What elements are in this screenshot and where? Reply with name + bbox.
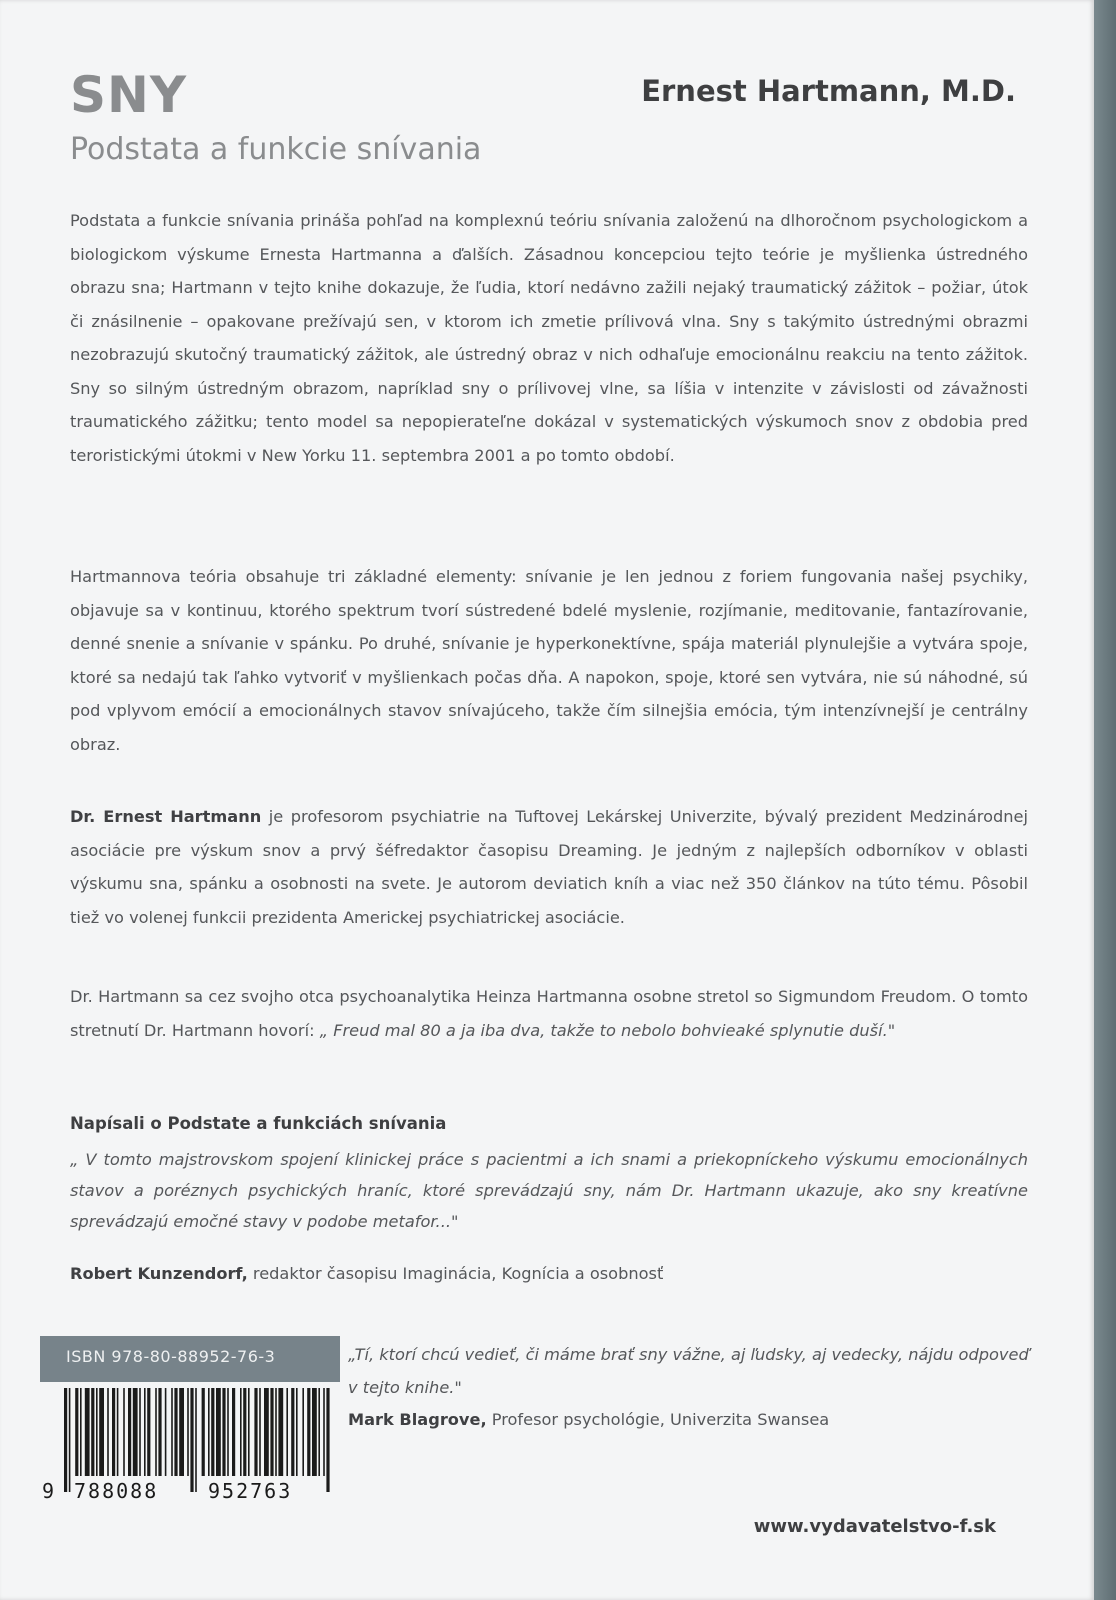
- freud-anecdote-text: Dr. Hartmann sa cez svojho otca psychoanalytika Heinza Hartmanna osobne stretol so Sigmundom Freudom. O tomto stretnutí Dr. Hartmann hovorí:: [70, 987, 1028, 1040]
- book-subtitle: Podstata a funkcie snívania: [70, 132, 482, 167]
- review-quote-2: „Tí, ktorí chcú vedieť, či máme brať sny vážne, aj ľudsky, aj vedecky, nájdu odpoveď v tejto knihe.": [348, 1345, 1029, 1397]
- review-2-role: Profesor psychológie, Univerzita Swansea: [486, 1410, 830, 1429]
- isbn-number: ISBN 978-80-88952-76-3: [66, 1347, 276, 1366]
- review-2-author: Mark Blagrove,: [348, 1410, 487, 1429]
- barcode-digit-prefix: 9: [42, 1479, 55, 1503]
- author-bio-name: Dr. Ernest Hartmann: [70, 807, 262, 826]
- review-2-attribution: [348, 1410, 829, 1429]
- barcode-digits-right: 952763: [208, 1479, 293, 1503]
- freud-anecdote-paragraph: [70, 980, 1028, 1047]
- book-title: SNY: [70, 66, 188, 124]
- review-1-attribution: [70, 1264, 663, 1283]
- barcode: [40, 1384, 340, 1504]
- book-spine-edge: [1094, 0, 1116, 1600]
- description-paragraph-2: Hartmannova teória obsahuje tri základné elementy: snívanie je len jednou z foriem fungovania našej psychiky, objavuje sa v kontinuu, ktorého spektrum tvorí sústredené bdelé myslenie, rozjímanie, meditovanie, fantazírovanie, denné snenie a snívanie v spánku. Po druhé, snívanie je hyperkonektívne, spája materiál plynulejšie a vytvára spoje, ktoré sa nedajú tak ľahko vytvoriť v myšlienkach počas dňa. A napokon, spoje, ktoré sen vytvára, nie sú náhodné, sú pod vplyvom emócií a emocionálnych stavov snívajúceho, takže čím silnejšia emócia, tým intenzívnejší je centrálny obraz.: [70, 567, 1028, 754]
- author-bio-paragraph: [70, 800, 1028, 934]
- book-author: Ernest Hartmann, M.D.: [641, 74, 1016, 108]
- barcode-digits-left: 788088: [74, 1479, 159, 1503]
- review-1-author: Robert Kunzendorf,: [70, 1264, 248, 1283]
- review-1-role: redaktor časopisu Imaginácia, Kognícia a osobnosť: [247, 1264, 664, 1283]
- reviews-heading: Napísali o Podstate a funkciách snívania: [70, 1114, 447, 1133]
- freud-anecdote-quote: „ Freud mal 80 a ja iba dva, takže to nebolo bohvieaké splynutie duší.": [319, 1020, 896, 1040]
- author-bio-text: je profesorom psychiatrie na Tuftovej Lekárskej Univerzite, bývalý prezident Medzinárodnej asociácie pre výskum snov a prvý šéfredaktor časopisu Dreaming. Je jedným z najlepších odborníkov v oblasti výskumu sna, spánku a osobnosti na svete. Je autorom deviatich kníh a viac než 350 článkov na túto tému. Pôsobil tiež vo volenej funkcii prezidenta Americkej psychiatrickej asociácie.: [70, 807, 1028, 927]
- review-quote-1: „ V tomto majstrovskom spojení klinickej práce s pacientmi a ich snami a priekopníckeho výskumu emocionálnych stavov a poréznych psychických hraníc, ktoré sprevádzajú sny, nám Dr. Hartmann ukazuje, ako sny kreatívne sprevádzajú emočné stavy v podobe metafor...": [70, 1150, 1028, 1231]
- description-paragraph-1: Podstata a funkcie snívania prináša pohľad na komplexnú teóriu snívania založenú na dlhoročnom psychologickom a biologickom výskume Ernesta Hartmanna a ďalších. Zásadnou koncepciou tejto teórie je myšlienka ústredného obrazu sna; Hartmann v tejto knihe dokazuje, že ľudia, ktorí nedávno zažili nejaký traumatický zážitok – požiar, útok či znásilnenie – opakovane prežívajú sen, v ktorom ich zmetie prílivová vlna. Sny s takýmito ústrednými obrazmi nezobrazujú skutočný traumatický zážitok, ale ústredný obraz v nich odhaľuje emocionálnu reakciu na tento zážitok. Sny so silným ústredným obrazom, napríklad sny o prílivovej vlne, sa líšia v intenzite v závislosti od závažnosti traumatického zážitku; tento model sa nepopierateľne dokázal v systematických výskumoch snov z obdobia pred teroristickými útokmi v New Yorku 11. septembra 2001 a po tomto období.: [70, 211, 1028, 465]
- publisher-website: www.vydavatelstvo-f.sk: [753, 1516, 996, 1537]
